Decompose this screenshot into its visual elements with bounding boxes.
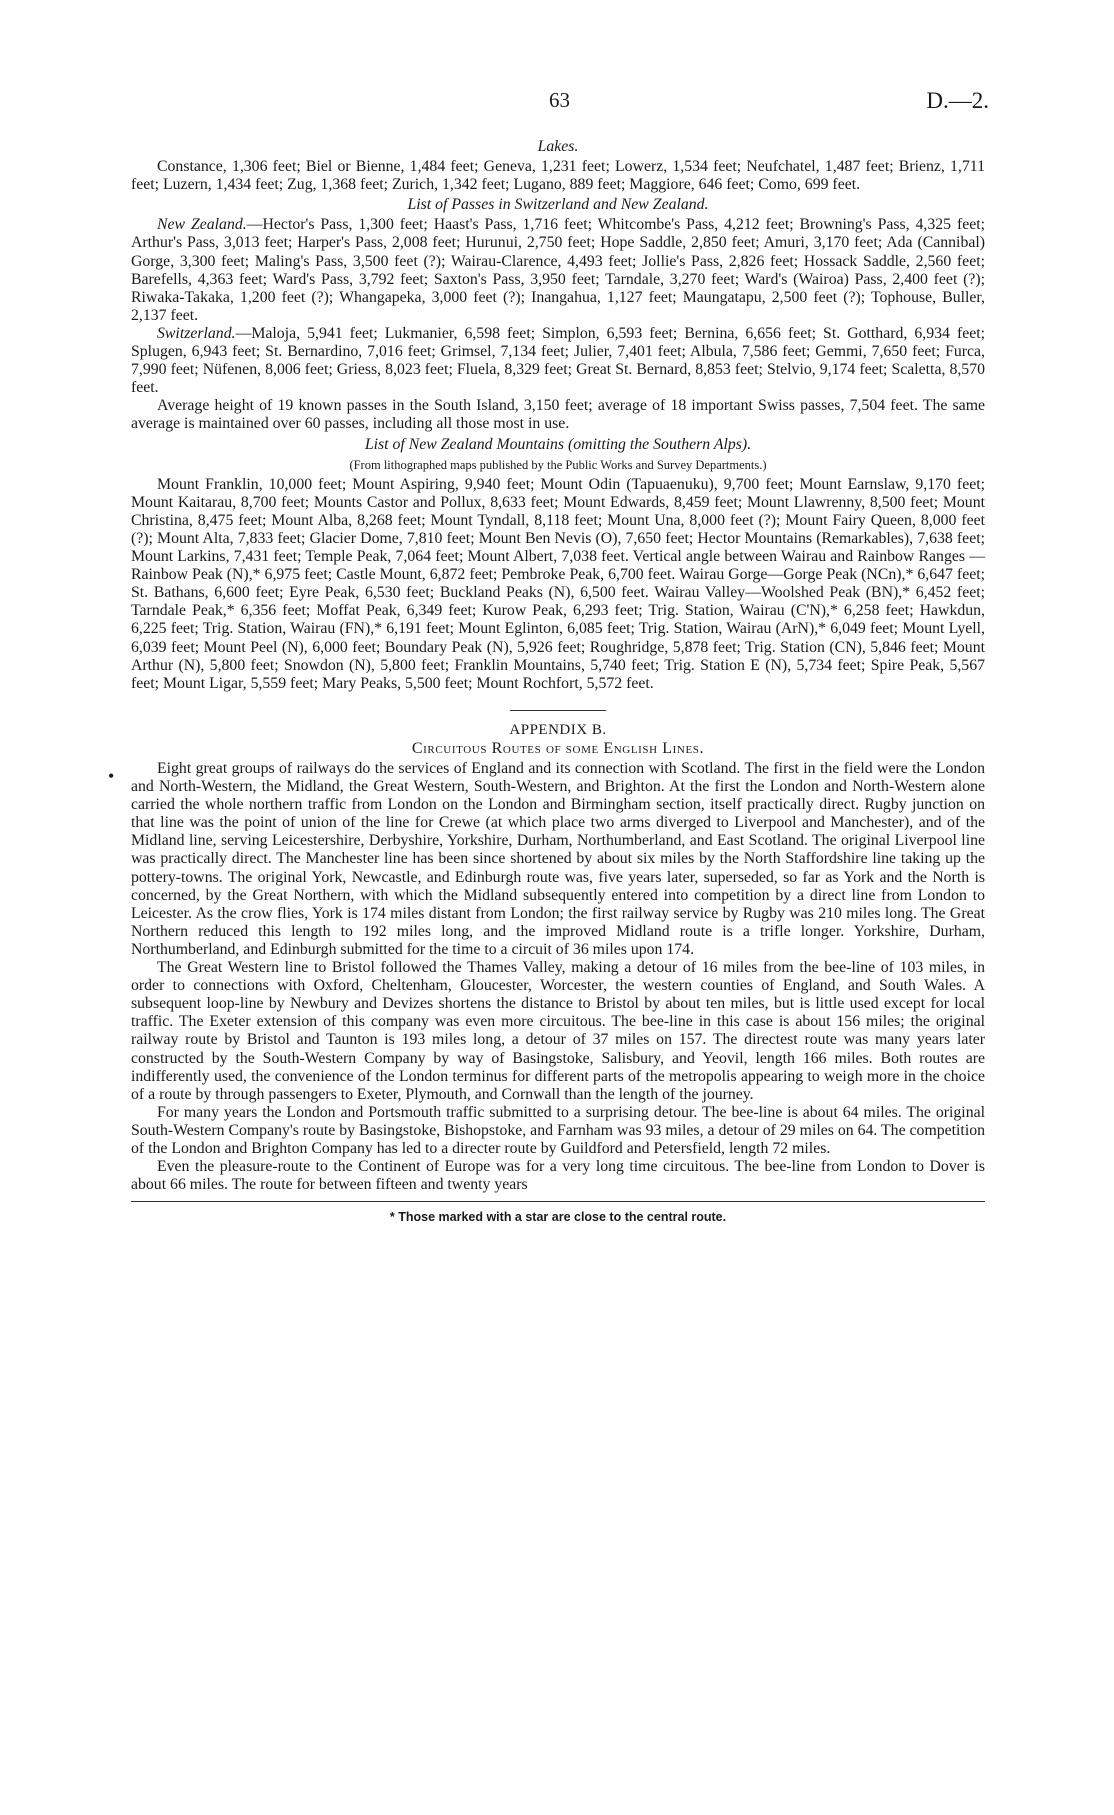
passes-title: List of Passes in Switzerland and New Zealand. [407,196,709,214]
section-divider [510,710,606,711]
switzerland-label: Switzerland. [157,324,236,342]
page-body [131,138,985,1226]
appendix-paragraph: For many years the London and Portsmouth traffic submitted to a surprising detour. The bee-line is about 64 miles. The original South-Western Company's route by Basingstoke, Bishopstoke, and Farnham was 93 miles, a detour of 29 miles on 64. The competition of the London and Brighton Company has led to a directer route by Guildford and Petersfield, length 72 miles. [131,1103,985,1157]
average-paragraph: Average height of 19 known passes in the South Island, 3,150 feet; average of 18 important Swiss passes, 7,504 feet. The same average is maintained over 60 passes, including all those most in use. [131,397,985,433]
nz-passes-paragraph [131,216,985,325]
appendix-paragraph: The Great Western line to Bristol followed the Thames Valley, making a detour of 16 miles from the bee-line of 103 miles, in order to connections with Oxford, Cheltenham, Gloucester, Worcester, the western counties of England, and South Wales. A subsequent loop-line by Newbury and Devizes shortens the distance to Bristol by about ten miles, but is little used except for local traffic. The Exeter extension of this company was even more circuitous. The bee-line in this case is about 156 miles; the original railway route by Bristol and Taunton is 193 miles long, a detour of 37 miles on 157. The directest route was many years later constructed by the South-Western Company by way of Basingstoke, Salisbury, and Yeovil, length 166 miles. Both routes are indifferently used, the convenience of the London terminus for different parts of the metropolis appearing to weigh more in the choice of a route by through passengers to Exeter, Plymouth, and Cornwall than the length of the journey. [131,959,985,1103]
footnote: * Those marked with a star are close to the central route. [389,1210,727,1225]
mountains-paragraph: Mount Franklin, 10,000 feet; Mount Aspiring, 9,940 feet; Mount Odin (Tapuaenuku), 9,700 feet; Mount Earnslaw, 9,170 feet; Mount Kaitarau, 8,700 feet; Mounts Castor and Pollux, 8,633 feet; Mount Edwards, 8,459 feet; Mount Llawrenny, 8,500 feet; Mount Christina, 8,475 feet; Mount Alba, 8,268 feet; Mount Tyndall, 8,118 feet; Mount Una, 8,000 feet (?); Mount Fairy Queen, 8,000 feet (?); Mount Alta, 7,833 feet; Glacier Dome, 7,810 feet; Mount Ben Nevis (O), 7,650 feet; Hector Mountains (Remarkables), 7,638 feet; Mount Larkins, 7,431 feet; Temple Peak, 7,064 feet; Mount Albert, 7,038 feet. Vertical angle between Wairau and Rainbow Ranges —Rainbow Peak (N),* 6,975 feet; Castle Mount, 6,872 feet; Pembroke Peak, 6,700 feet. Wairau Gorge—Gorge Peak (NCn),* 6,647 feet; St. Bathans, 6,600 feet; Eyre Peak, 6,530 feet; Buckland Peaks (N), 6,500 feet. Wairau Valley—Woolshed Peak (BN),* 6,452 feet; Tarndale Peak,* 6,356 feet; Moffat Peak, 6,349 feet; Kurow Peak, 6,293 feet; Trig. Station, Wairau (C'N),* 6,258 feet; Hawkdun, 6,225 feet; Trig. Station, Wairau (FN),* 6,191 feet; Mount Eglinton, 6,085 feet; Trig. Station, Wairau (ArN),* 6,049 feet; Mount Lyell, 6,039 feet; Mount Peel (N), 6,000 feet; Boundary Peak (N), 5,926 feet; Roughridge, 5,878 feet; Trig. Station (CN), 5,846 feet; Mount Arthur (N), 5,800 feet; Snowdon (N), 5,800 feet; Franklin Mountains, 5,740 feet; Trig. Station E (N), 5,734 feet; Spire Peak, 5,567 feet; Mount Ligar, 5,559 feet; Mary Peaks, 5,500 feet; Mount Rochfort, 5,572 feet. [131,475,985,692]
page-number: 63 [549,88,570,112]
appendix-paragraph: Eight great groups of railways do the services of England and its connection with Scotland. The first in the field were the London and North-Western, the Midland, the Great Western, South-Western, and Brighton. At the first the London and North-Western alone carried the whole northern traffic from London on the London and Birmingham section, itself practically direct. Rugby junction on that line was the point of union of the line for Crewe (at which place two arms diverged to Liverpool and Manchester), and of the Midland line, serving Leicestershire, Derbyshire, Yorkshire, Durham, Northumberland, and East Scotland. The original Liverpool line was practically direct. The Manchester line has been since shortened by about six miles by the North Staffordshire line taking up the pottery-towns. The original York, Newcastle, and Edinburgh route was, five years later, superseded, so far as York and the North is concerned, by the Great Northern, with which the Midland subsequently entered into competition by a direct line from London to Leicester. As the crow flies, York is 174 miles distant from London; the first railway service by Rugby was 210 miles long. The Great Northern reduced this length to 192 miles long, and the improved Midland route is a trifle longer. Yorkshire, Durham, Northumberland, and Edinburgh submitted for the time to a circuit of 36 miles upon 174. [131,760,985,958]
footnote-divider [131,1201,985,1202]
lakes-title: Lakes. [537,138,579,155]
lakes-paragraph: Constance, 1,306 feet; Biel or Bienne, 1,484 feet; Geneva, 1,231 feet; Lowerz, 1,534 feet; Neufchatel, 1,487 feet; Brienz, 1,711 feet; Luzern, 1,434 feet; Zug, 1,368 feet; Zurich, 1,342 feet; Lugano, 889 feet; Maggiore, 646 feet; Como, 699 feet. [131,158,985,194]
page-header [130,88,989,118]
mountains-source-note: (From lithographed maps published by the Public Works and Survey Departments.) [349,457,767,472]
appendix-heading: APPENDIX B. [509,721,607,738]
appendix-subheading: Circuitous Routes of some English Lines. [411,739,705,757]
margin-mark: • [108,766,115,786]
appendix-paragraph: Even the pleasure-route to the Continent of Europe was for a very long time circuitous. The bee-line from London to Dover is about 66 miles. The route for between fifteen and twenty years [131,1158,985,1194]
nz-label: New Zealand. [157,216,247,234]
mountains-title: List of New Zealand Mountains (omitting the Southern Alps). [364,435,752,453]
nz-passes-text: —Hector's Pass, 1,300 feet; Haast's Pass, 1,716 feet; Whitcombe's Pass, 4,212 feet; Browning's Pass, 4,325 feet; Arthur's Pass, 3,013 feet; Harper's Pass, 2,008 feet; Hurunui, 2,750 feet; Hope Saddle, 2,850 feet; Amuri, 3,170 feet; Ada (Cannibal) Gorge, 3,300 feet; Maling's Pass, 3,500 feet (?); Wairau-Clarence, 4,493 feet; Jollie's Pass, 2,826 feet; Hossack Saddle, 2,560 feet; Barefells, 4,363 feet; Ward's Pass, 3,792 feet; Saxton's Pass, 3,950 feet; Tarndale, 3,270 feet; Ward's (Wairoa) Pass, 2,400 feet (?); Riwaka-Takaka, 1,200 feet (?); Whangapeka, 3,000 feet (?); Inangahua, 1,127 feet; Maungatapu, 2,500 feet (?); Tophouse, Buller, 2,137 feet. [131,216,986,324]
document-reference: D.—2. [926,88,989,113]
swiss-passes-text: —Maloja, 5,941 feet; Lukmanier, 6,598 feet; Simplon, 6,593 feet; Bernina, 6,656 feet; St. Gotthard, 6,934 feet; Splugen, 6,943 feet; St. Bernardino, 7,016 feet; Grimsel, 7,134 feet; Julier, 7,401 feet; Albula, 7,586 feet; Gemmi, 7,650 feet; Furca, 7,990 feet; Nüfenen, 8,006 feet; Griess, 8,023 feet; Fluela, 8,329 feet; Great St. Bernard, 8,853 feet; Stelvio, 9,174 feet; Scaletta, 8,570 feet. [131,324,985,397]
swiss-passes-paragraph [131,325,985,397]
